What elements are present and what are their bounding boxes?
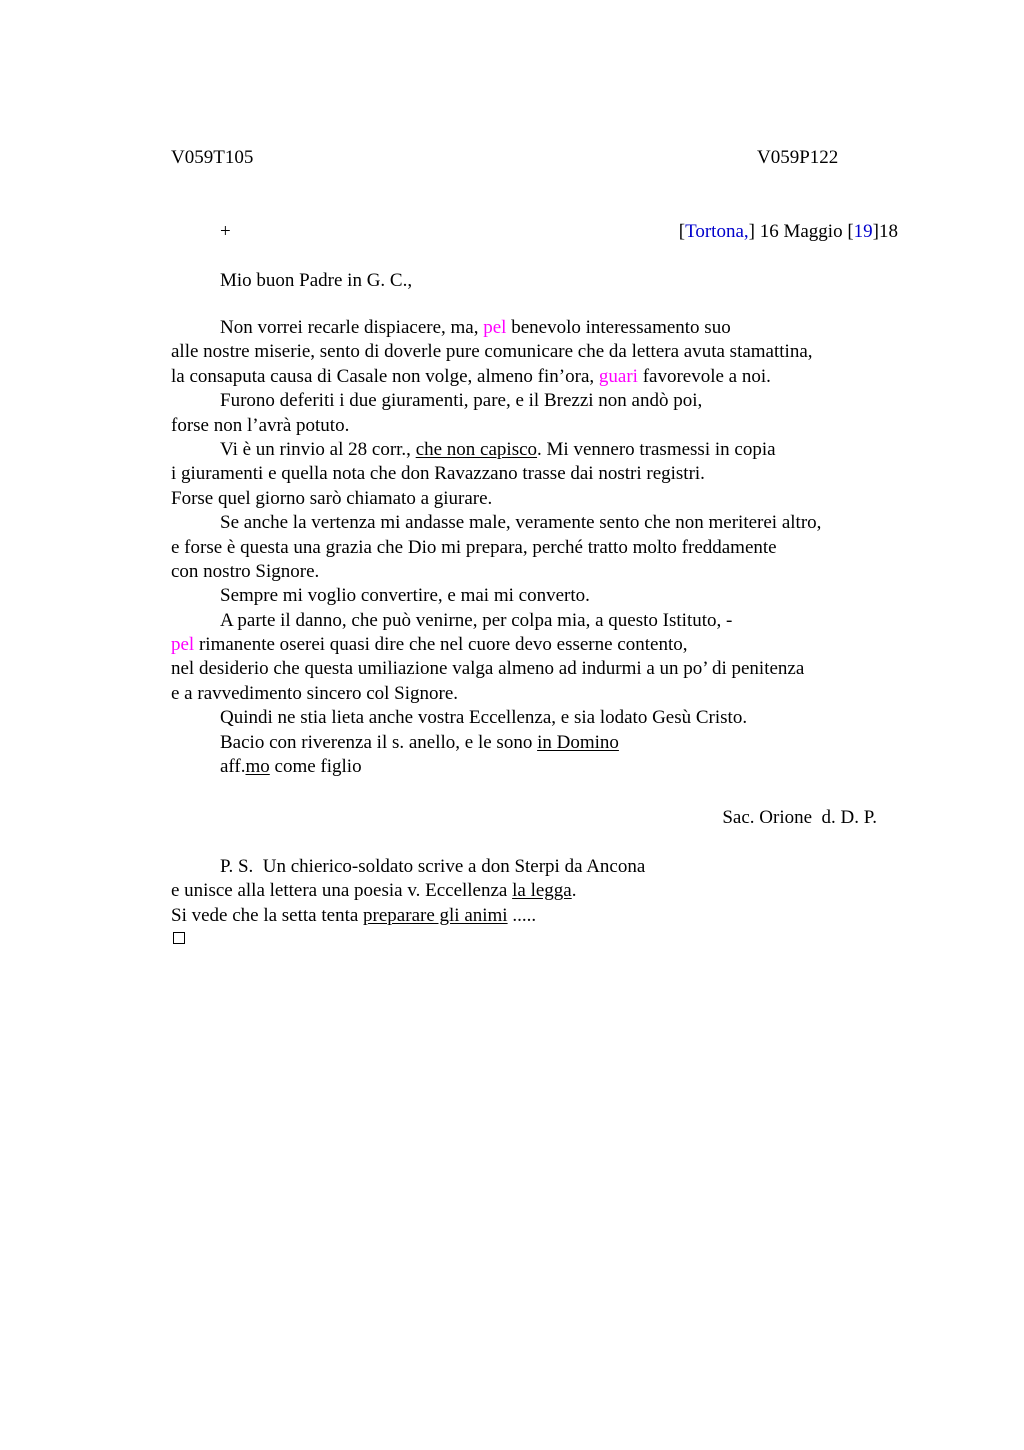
text-line <box>171 879 891 903</box>
text-run: ..... <box>507 904 537 926</box>
text-line: alle nostre miserie, sento di doverle pure comunicare che da lettera avuta stamattina, <box>171 341 813 363</box>
text-line: e forse è questa una grazia che Dio mi prepara, perché tratto molto freddamente <box>171 536 777 558</box>
text-line <box>171 755 891 779</box>
underlined-phrase: mo <box>245 756 270 778</box>
text-line: Se anche la vertenza mi andasse male, veramente sento che non meriterei altro, <box>220 512 822 534</box>
text-line: i giuramenti e quella nota che don Ravazzano trasse dai nostri registri. <box>171 463 705 485</box>
text-line: A parte il danno, che può venirne, per colpa mia, a questo Istituto, - <box>220 609 733 631</box>
text-line <box>171 731 891 755</box>
text-line <box>171 316 891 340</box>
text-run: favorevole a noi. <box>637 365 771 387</box>
dateline-year-tail: ]18 <box>872 221 898 242</box>
dateline-place: Tortona, <box>685 221 749 242</box>
text-line: Sempre mi voglio convertire, e mai mi converto. <box>220 585 590 607</box>
underlined-phrase: che non capisco <box>415 438 538 460</box>
text-line: forse non l’avrà potuto. <box>171 414 350 436</box>
underlined-phrase: la legga <box>512 880 572 902</box>
document-code-right: V059P122 <box>757 147 839 168</box>
text-run: la consaputa causa di Casale non volge, almeno fin’ora, <box>171 365 599 387</box>
text-run: Si vede che la setta tenta <box>171 904 364 926</box>
highlighted-word: guari <box>598 365 638 387</box>
highlighted-word: pel <box>483 317 507 338</box>
underlined-phrase: preparare gli animi <box>363 904 508 926</box>
document-code-left: V059T105 <box>171 147 254 168</box>
text-run: Vi è un rinvio al 28 corr., <box>220 438 416 460</box>
highlighted-word: pel <box>171 634 195 656</box>
dateline-century: 19 <box>853 221 873 242</box>
postscript <box>171 855 891 928</box>
text-run: Bacio con riverenza il s. anello, e le sono <box>220 731 538 753</box>
dateline-day-month: ] 16 Maggio [ <box>748 221 854 242</box>
salutation: Mio buon Padre in G. C., <box>220 270 413 291</box>
text-run: . <box>571 880 577 902</box>
text-run: benevolo interessamento suo <box>506 317 731 338</box>
text-line: Quindi ne stia lieta anche vostra Eccellenza, e sia lodato Gesù Cristo. <box>220 707 748 729</box>
signature: Sac. Orione d. D. P. <box>722 807 877 828</box>
text-line: P. S. Un chierico-soldato scrive a don Sterpi da Ancona <box>220 856 646 877</box>
text-run: Non vorrei recarle dispiacere, ma, <box>220 317 484 338</box>
text-line <box>171 438 891 462</box>
text-run: aff. <box>220 756 246 778</box>
text-line: con nostro Signore. <box>171 560 320 582</box>
dateline <box>679 220 898 244</box>
text-line <box>171 904 891 928</box>
underlined-phrase: in Domino <box>537 731 619 753</box>
text-line: e a ravvedimento sincero col Signore. <box>171 682 459 704</box>
text-run: e unisce alla lettera una poesia v. Eccellenza <box>171 880 513 902</box>
text-line: Forse quel giorno sarò chiamato a giurare. <box>171 487 493 509</box>
end-square-icon <box>173 932 185 944</box>
text-line <box>171 633 891 657</box>
text-run: rimanente oserei quasi dire che nel cuore devo esserne contento, <box>194 634 688 656</box>
text-run: . Mi vennero trasmessi in copia <box>537 438 776 460</box>
text-line: nel desiderio che questa umiliazione valga almeno ad indurmi a un po’ di penitenza <box>171 658 805 680</box>
text-line <box>171 365 891 389</box>
dateline-bracket-open: [ <box>678 221 686 242</box>
text-line: Furono deferiti i due giuramenti, pare, e il Brezzi non andò poi, <box>220 390 703 412</box>
letter-body <box>171 316 891 779</box>
cross-symbol: + <box>220 221 231 242</box>
text-run: come figlio <box>269 756 362 778</box>
